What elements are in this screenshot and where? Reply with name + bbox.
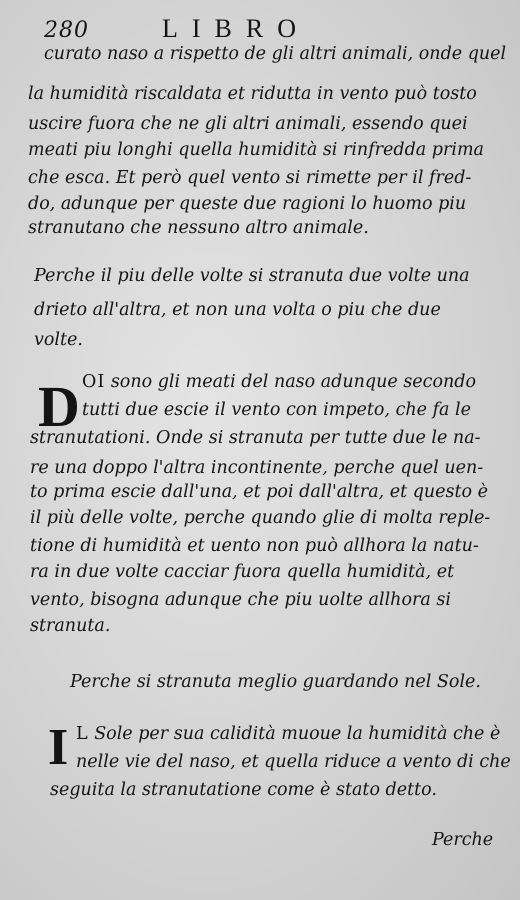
text-line-rest: sono gli meati del naso adunque secondo: [105, 372, 477, 392]
question-line: drieto all'altra, et non una volta o piu che due: [34, 300, 441, 320]
drop-cap-initial: I: [48, 719, 69, 776]
drop-cap-initial: D: [38, 374, 80, 439]
text-line: vento, bisogna adunque che piu uolte allhora si: [30, 590, 451, 610]
text-line: meati piu longhi quella humidità si rinfredda prima: [28, 140, 484, 160]
running-head: LIBRO: [162, 14, 310, 43]
catchword: Perche: [432, 830, 494, 850]
text-line: stranutano che nessuno altro animale.: [28, 218, 369, 238]
page-number: 280: [44, 18, 89, 43]
text-line: re una doppo l'altra incontinente, perche quel uen-: [30, 458, 484, 478]
first-word: L: [76, 724, 89, 744]
text-line: [82, 372, 476, 392]
question-line: Perche si stranuta meglio guardando nel Sole.: [70, 672, 481, 692]
text-line: tione di humidità et uento non può allhora la natu-: [30, 536, 479, 556]
first-word: OI: [82, 372, 106, 392]
text-line: che esca. Et però quel vento si rimette per il fred-: [28, 168, 472, 188]
text-line: tutti due escie il vento con impeto, che fa le: [82, 400, 472, 420]
text-line: to prima escie dall'una, et poi dall'altra, et questo è: [30, 482, 489, 502]
text-line: do, adunque per queste due ragioni lo huomo piu: [28, 194, 467, 214]
page-header: [44, 12, 484, 46]
question-line: volte.: [34, 330, 83, 350]
text-line: seguita la stranutatione come è stato detto.: [50, 780, 437, 800]
text-line: il più delle volte, perche quando glie di molta reple-: [30, 508, 491, 528]
text-line-rest: Sole per sua calidità muoue la humidità che è: [88, 724, 501, 744]
question-line: Perche il piu delle volte si stranuta due volte una: [34, 266, 470, 286]
text-line: uscire fuora che ne gli altri animali, essendo quei: [28, 114, 468, 134]
text-line: curato naso a rispetto de gli altri animali, onde quel: [44, 44, 507, 64]
text-line: stranutationi. Onde si stranuta per tutte due le na-: [30, 428, 481, 448]
text-line: [76, 724, 500, 744]
text-line: la humidità riscaldata et ridutta in vento può tosto: [28, 84, 477, 104]
text-line: nelle vie del naso, et quella riduce a vento di che: [76, 752, 511, 772]
text-line: ra in due volte cacciar fuora quella humidità, et: [30, 562, 455, 582]
text-line: stranuta.: [30, 616, 111, 636]
